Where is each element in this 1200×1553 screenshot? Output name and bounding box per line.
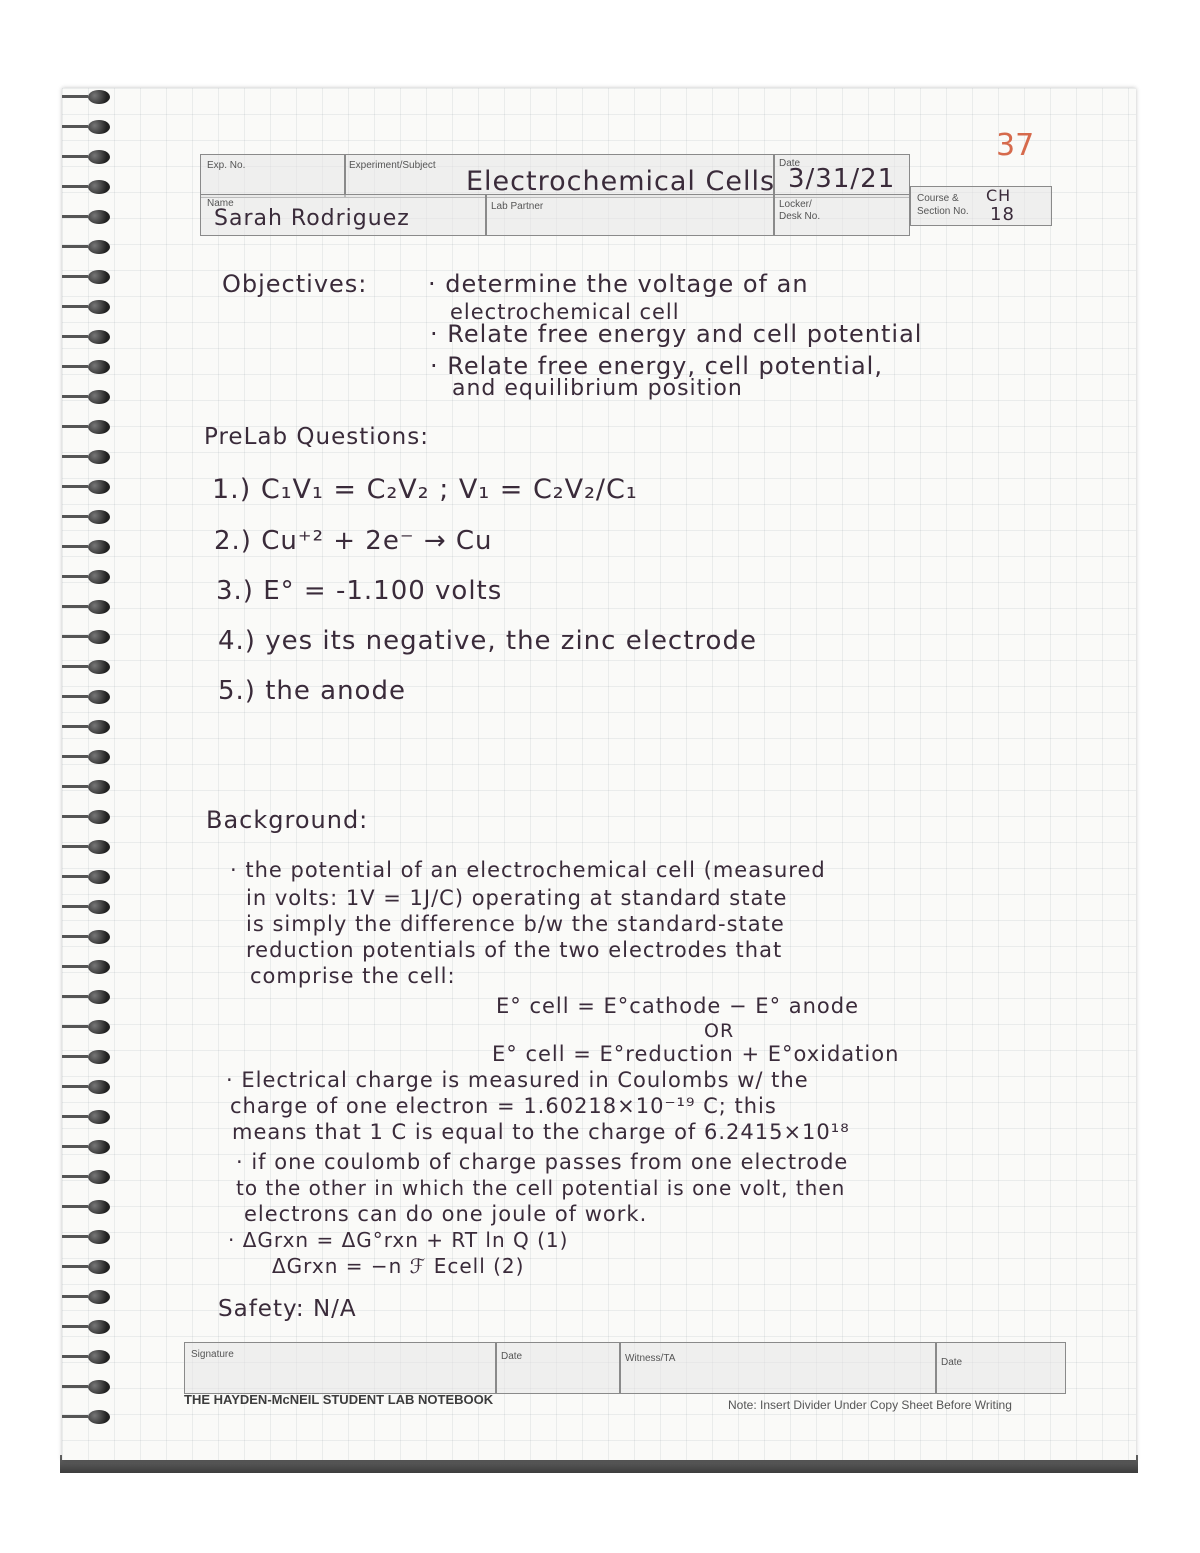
experiment-label: Experiment/Subject <box>349 160 436 171</box>
spiral-coil <box>88 1200 110 1214</box>
prelab-heading: PreLab Questions: <box>204 424 429 450</box>
spiral-coil <box>88 1320 110 1334</box>
objective-line: · Relate free energy, cell potential, <box>430 352 883 380</box>
spiral-coil <box>88 1050 110 1064</box>
spiral-binding <box>62 88 122 1448</box>
spiral-coil <box>88 300 110 314</box>
section-value: 18 <box>990 204 1015 225</box>
spiral-coil <box>88 720 110 734</box>
prelab-answer-4: 4.) yes its negative, the zinc electrode <box>218 626 757 656</box>
spiral-coil <box>88 1020 110 1034</box>
spiral-coil <box>88 690 110 704</box>
footer-note: Note: Insert Divider Under Copy Sheet Before Writing <box>728 1398 1012 1412</box>
spiral-coil <box>88 360 110 374</box>
prelab-answer-1: 1.) C₁V₁ = C₂V₂ ; V₁ = C₂V₂/C₁ <box>212 474 638 505</box>
date-value: 3/31/21 <box>788 164 896 194</box>
equation-line: ΔGrxn = −n ℱ Ecell (2) <box>272 1254 525 1278</box>
date-label: Date <box>779 158 801 169</box>
spiral-coil <box>88 1380 110 1394</box>
spiral-coil <box>88 1350 110 1364</box>
equation-line: E° cell = E°reduction + E°oxidation <box>492 1042 900 1066</box>
background-line: · Electrical charge is measured in Coulombs w/ the <box>226 1068 809 1092</box>
signature-form <box>184 1342 1066 1394</box>
objective-line: and equilibrium position <box>452 376 743 401</box>
course-label-1: Course & <box>917 193 959 204</box>
spiral-coil <box>88 630 110 644</box>
student-name: Sarah Rodriguez <box>214 206 410 231</box>
equation-line: E° cell = E°cathode − E° anode <box>496 994 860 1018</box>
spiral-coil <box>88 180 110 194</box>
spiral-coil <box>88 1080 110 1094</box>
background-line: to the other in which the cell potential is one volt, then <box>236 1176 846 1200</box>
spiral-coil <box>88 660 110 674</box>
course-label-2: Section No. <box>917 206 969 217</box>
spiral-coil <box>88 390 110 404</box>
footer-date-label: Date <box>941 1357 963 1368</box>
spiral-coil <box>88 420 110 434</box>
notebook-brand: THE HAYDEN-McNEIL STUDENT LAB NOTEBOOK <box>184 1392 494 1407</box>
prelab-answer-5: 5.) the anode <box>218 676 406 706</box>
prelab-answer-2: 2.) Cu⁺² + 2e⁻ → Cu <box>214 526 493 556</box>
background-line: reduction potentials of the two electrodes that <box>246 938 783 962</box>
objective-line: · determine the voltage of an <box>428 270 809 298</box>
objective-line: · Relate free energy and cell potential <box>430 320 923 348</box>
spiral-coil <box>88 270 110 284</box>
background-line: electrons can do one joule of work. <box>244 1202 648 1226</box>
spiral-coil <box>88 210 110 224</box>
page-number: 37 <box>996 128 1035 163</box>
equation-line: · ΔGrxn = ΔG°rxn + RT ln Q (1) <box>228 1228 569 1252</box>
experiment-subject-value: Electrochemical Cells <box>466 166 776 197</box>
spiral-coil <box>88 1290 110 1304</box>
locker-label-2: Desk No. <box>779 211 821 222</box>
spiral-coil <box>88 750 110 764</box>
spiral-coil <box>88 510 110 524</box>
spiral-coil <box>88 810 110 824</box>
spiral-coil <box>88 1110 110 1124</box>
background-line: · if one coulomb of charge passes from one electrode <box>236 1150 849 1174</box>
objective-line: electrochemical cell <box>450 300 680 324</box>
witness-label: Witness/TA <box>625 1353 676 1364</box>
safety-line: Safety: N/A <box>218 1296 357 1322</box>
spiral-coil <box>88 1170 110 1184</box>
spiral-coil <box>88 540 110 554</box>
exp-no-label: Exp. No. <box>207 160 246 171</box>
spiral-coil <box>88 240 110 254</box>
equation-or: OR <box>704 1020 735 1042</box>
spiral-coil <box>88 450 110 464</box>
footer-date-label: Date <box>501 1351 523 1362</box>
objectives-heading: Objectives: <box>222 270 368 298</box>
background-line: is simply the difference b/w the standard-state <box>246 912 785 936</box>
background-line: in volts: 1V = 1J/C) operating at standard state <box>246 886 788 910</box>
spiral-coil <box>88 330 110 344</box>
spiral-coil <box>88 570 110 584</box>
spiral-coil <box>88 1260 110 1274</box>
background-heading: Background: <box>206 806 369 834</box>
background-line: · the potential of an electrochemical cell (measured <box>230 858 826 882</box>
spiral-coil <box>88 120 110 134</box>
spiral-coil <box>88 480 110 494</box>
spiral-coil <box>88 930 110 944</box>
spiral-coil <box>88 1410 110 1424</box>
spiral-coil <box>88 900 110 914</box>
spiral-coil <box>88 840 110 854</box>
prelab-answer-3: 3.) E° = -1.100 volts <box>216 576 503 606</box>
spiral-coil <box>88 990 110 1004</box>
course-value: CH <box>986 186 1012 205</box>
spiral-coil <box>88 1140 110 1154</box>
spiral-coil <box>88 1230 110 1244</box>
spiral-coil <box>88 600 110 614</box>
spiral-coil <box>88 960 110 974</box>
background-line: means that 1 C is equal to the charge of 6.2415×10¹⁸ <box>232 1120 850 1144</box>
locker-label-1: Locker/ <box>779 199 812 210</box>
spiral-coil <box>88 150 110 164</box>
lab-partner-label: Lab Partner <box>491 201 544 212</box>
background-line: comprise the cell: <box>250 964 456 988</box>
course-section-box <box>910 186 1052 226</box>
spiral-coil <box>88 90 110 104</box>
spiral-coil <box>88 870 110 884</box>
name-label: Name <box>207 198 234 209</box>
signature-label: Signature <box>191 1349 234 1360</box>
spiral-coil <box>88 780 110 794</box>
background-line: charge of one electron = 1.60218×10⁻¹⁹ C; this <box>230 1094 777 1118</box>
